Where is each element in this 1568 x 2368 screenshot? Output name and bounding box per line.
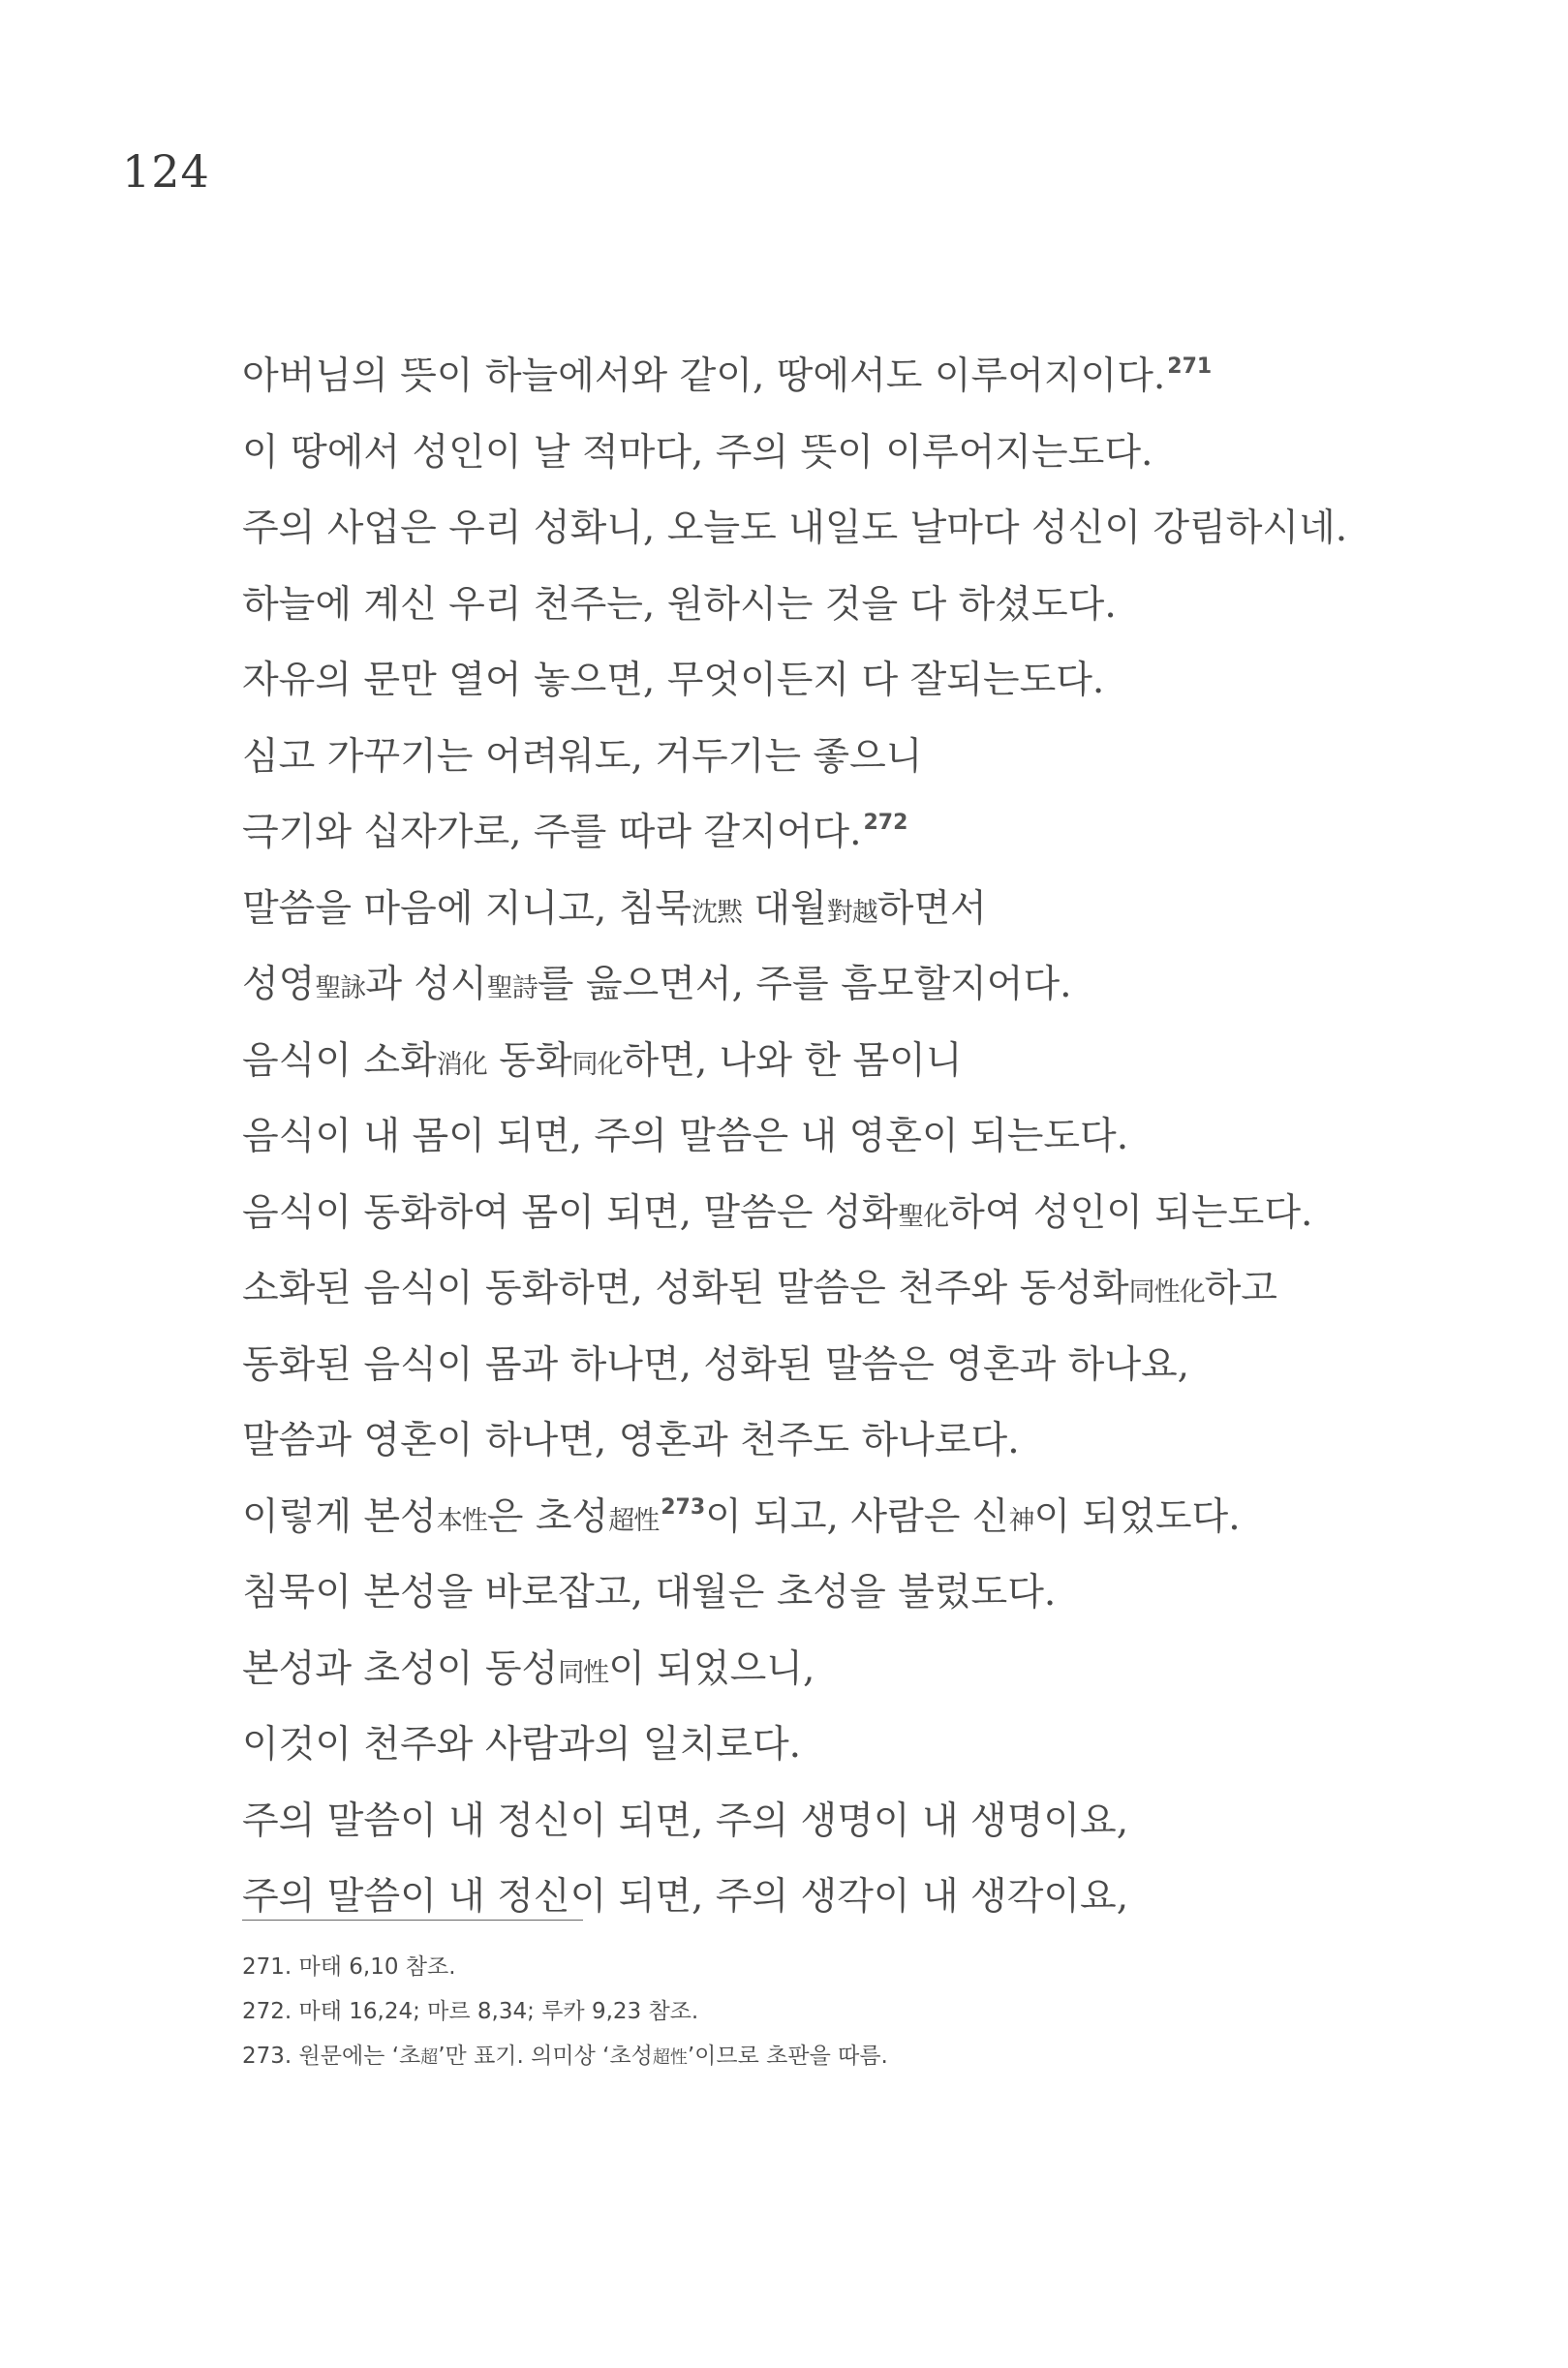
- footnote-marker: 273: [661, 1494, 706, 1520]
- footnote-marker: 271: [1167, 354, 1213, 379]
- poem-line: [242, 720, 1404, 796]
- text-segment: 주의 사업은 우리 성화니, 오늘도 내일도 날마다 성신이 강림하시네.: [242, 507, 1348, 550]
- footnote-marker: 272: [863, 811, 908, 835]
- poem-line: [242, 1099, 1404, 1176]
- text-segment: 를 읊으면서, 주를 흠모할지어다.: [537, 963, 1072, 1006]
- text-segment: 273. 원문에는 ‘초: [242, 2044, 421, 2069]
- text-segment: 이 땅에서 성인이 날 적마다, 주의 뜻이 이루어지는도다.: [242, 430, 1153, 475]
- hanja-gloss: 消化: [436, 1049, 487, 1080]
- text-segment: 동화: [486, 1038, 572, 1083]
- hanja-gloss: 本性: [436, 1505, 487, 1536]
- poem-line: [242, 1328, 1404, 1404]
- text-segment: 272. 마태 16,24; 마르 8,34; 루카 9,23 참조.: [242, 1999, 699, 2024]
- text-segment: 은 초성: [486, 1494, 609, 1539]
- poem-line: [242, 643, 1404, 720]
- text-segment: 하여 성인이 되는도다.: [948, 1190, 1313, 1235]
- poem-line: [242, 1555, 1404, 1632]
- poem-body: [242, 339, 1404, 1936]
- text-segment: 하고: [1204, 1267, 1277, 1310]
- text-segment: 성영: [242, 963, 316, 1006]
- poem-line: [242, 415, 1404, 492]
- text-segment: 아버님의 뜻이 하늘에서와 같이, 땅에서도 이루어지이다.: [242, 354, 1166, 398]
- text-segment: ’만 표기. 의미상 ‘초성: [438, 2044, 653, 2069]
- poem-line: [242, 795, 1404, 872]
- text-segment: 음식이 내 몸이 되면, 주의 말씀은 내 영혼이 되는도다.: [242, 1115, 1129, 1158]
- text-segment: 하면서: [876, 886, 987, 931]
- text-segment: 이 되었으니,: [608, 1646, 815, 1691]
- text-segment: 소화된 음식이 동화하면, 성화된 말씀은 천주와 동성화: [242, 1267, 1129, 1310]
- footnote-item: [242, 1945, 888, 1989]
- poem-line: [242, 1403, 1404, 1480]
- poem-line: [242, 339, 1404, 415]
- hanja-gloss: 超性: [652, 2047, 688, 2068]
- text-segment: 침묵이 본성을 바로잡고, 대월은 초성을 불렀도다.: [242, 1571, 1057, 1615]
- footnote-item: [242, 1989, 888, 2034]
- text-segment: 이렇게 본성: [242, 1494, 437, 1539]
- text-segment: 이 되었도다.: [1033, 1494, 1241, 1539]
- text-segment: 극기와 십자가로, 주를 따라 갈지어다.: [242, 811, 862, 854]
- hanja-gloss: 超性: [608, 1505, 660, 1536]
- text-segment: 주의 말씀이 내 정신이 되면, 주의 생각이 내 생각이요,: [242, 1875, 1129, 1919]
- poem-line: [242, 568, 1404, 644]
- poem-line: [242, 1024, 1404, 1100]
- footnote-divider: [242, 1920, 583, 1921]
- poem-line: [242, 491, 1404, 568]
- text-segment: ’이므로 초판을 따름.: [687, 2044, 888, 2069]
- poem-line: [242, 1860, 1404, 1936]
- hanja-gloss: 同性化: [1128, 1277, 1205, 1307]
- hanja-gloss: 聖詩: [486, 973, 538, 1003]
- text-segment: 271. 마태 6,10 참조.: [242, 1954, 456, 1980]
- poem-line: [242, 1784, 1404, 1861]
- poem-line: [242, 1707, 1404, 1784]
- text-segment: 하면, 나와 한 몸이니: [622, 1038, 963, 1083]
- text-segment: 이것이 천주와 사람과의 일치로다.: [242, 1723, 802, 1767]
- page-number: 124: [122, 145, 210, 198]
- hanja-gloss: 對越: [826, 897, 877, 928]
- poem-line: [242, 872, 1404, 948]
- hanja-gloss: 聖詠: [315, 973, 366, 1003]
- text-segment: 말씀과 영혼이 하나면, 영혼과 천주도 하나로다.: [242, 1419, 1020, 1462]
- poem-line: [242, 1632, 1404, 1708]
- poem-line: [242, 1480, 1404, 1556]
- footnote-item: [242, 2034, 888, 2078]
- hanja-gloss: 超: [420, 2047, 439, 2068]
- text-segment: 말씀을 마음에 지니고, 침묵: [242, 886, 692, 931]
- text-segment: 주의 말씀이 내 정신이 되면, 주의 생명이 내 생명이요,: [242, 1799, 1129, 1843]
- poem-line: [242, 1176, 1404, 1252]
- text-segment: 음식이 동화하여 몸이 되면, 말씀은 성화: [242, 1190, 899, 1235]
- hanja-gloss: 同性: [558, 1657, 609, 1688]
- text-segment: 하늘에 계신 우리 천주는, 원하시는 것을 다 하셨도다.: [242, 582, 1117, 627]
- text-segment: 음식이 소화: [242, 1038, 437, 1083]
- text-segment: 본성과 초성이 동성: [242, 1646, 559, 1691]
- hanja-gloss: 聖化: [898, 1201, 949, 1232]
- hanja-gloss: 神: [1008, 1505, 1034, 1536]
- text-segment: 동화된 음식이 몸과 하나면, 성화된 말씀은 영혼과 하나요,: [242, 1342, 1190, 1387]
- poem-line: [242, 1251, 1404, 1328]
- hanja-gloss: 同化: [571, 1049, 623, 1080]
- text-segment: 심고 가꾸기는 어려워도, 거두기는 좋으니: [242, 734, 923, 779]
- text-segment: 대월: [742, 886, 827, 931]
- footnotes: [242, 1945, 888, 2078]
- poem-line: [242, 947, 1404, 1024]
- text-segment: 이 되고, 사람은 신: [705, 1494, 1009, 1539]
- hanja-gloss: 沈黙: [692, 897, 743, 928]
- text-segment: 과 성시: [365, 963, 487, 1006]
- text-segment: 자유의 문만 열어 놓으면, 무엇이든지 다 잘되는도다.: [242, 659, 1105, 702]
